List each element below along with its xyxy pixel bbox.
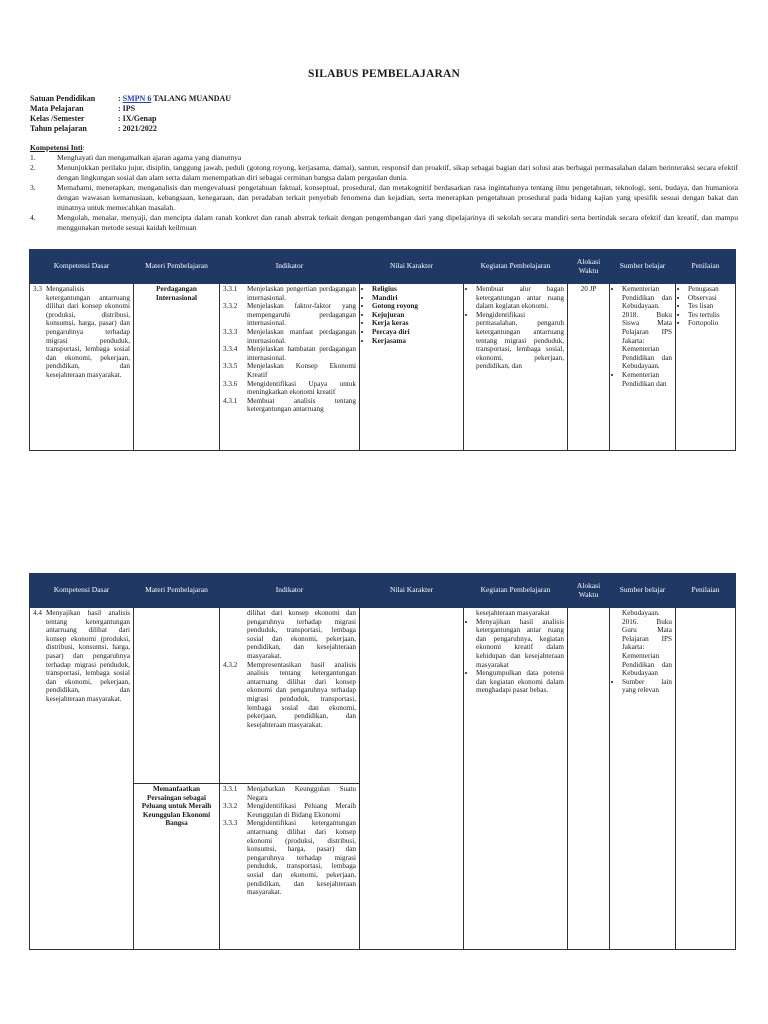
nilai-karakter-item: • Mandiri bbox=[372, 294, 460, 303]
penilaian-item: • Tes lisan bbox=[688, 302, 732, 311]
identity-value-text: 2021/2022 bbox=[122, 124, 157, 133]
kegiatan-item: kesejahteraan masyarakat bbox=[476, 609, 550, 617]
materi-cell bbox=[134, 608, 220, 784]
kompetensi-inti-heading bbox=[30, 143, 738, 153]
kegiatan-item: • Menyajikan hasil analisis ketergantungan antar ruang dan pengaruhnya, kegiatan ekonomi kreatif dalam kehidupan dan kesejahteraan masyarakat bbox=[476, 618, 564, 670]
indikator-text: Menjelaskan pengertian perdagangan internasional. bbox=[247, 285, 356, 302]
header-indikator: Indikator bbox=[220, 250, 360, 284]
indikator-item bbox=[223, 328, 356, 345]
indikator-number: 3.3.1 bbox=[223, 785, 238, 793]
nilai-karakter-item: • Religius bbox=[372, 285, 460, 294]
indikator-number: 3.3.5 bbox=[223, 362, 238, 371]
indikator-number: 3.3.3 bbox=[223, 327, 238, 336]
identity-row bbox=[30, 94, 231, 104]
table-row bbox=[30, 608, 736, 784]
identity-row bbox=[30, 114, 231, 124]
kompetensi-inti-section bbox=[30, 143, 738, 233]
indikator-item bbox=[223, 802, 356, 819]
kd-cell bbox=[30, 608, 134, 950]
identity-value-text: IPS bbox=[122, 104, 136, 113]
nilai-karakter-item: • Kejujuran bbox=[372, 311, 460, 320]
indikator-number: 3.3.2 bbox=[223, 302, 238, 311]
header-sumber: Sumber belajar bbox=[610, 250, 676, 284]
sumber-cell bbox=[610, 284, 676, 451]
indikator-number: 3.3.6 bbox=[223, 379, 238, 388]
indikator-item bbox=[223, 380, 356, 397]
penilaian-item: • Penugasan bbox=[688, 285, 732, 294]
school-link[interactable]: SMPN 6 bbox=[122, 94, 152, 103]
indikator-number: 4.3.2 bbox=[223, 660, 238, 669]
indikator-number: 3.3.3 bbox=[223, 819, 238, 828]
kegiatan-cell bbox=[464, 284, 568, 451]
page-title: SILABUS PEMBELAJARAN bbox=[308, 68, 460, 80]
nilai-karakter-item: • Kerja keras bbox=[372, 319, 460, 328]
table-header-row bbox=[30, 250, 736, 284]
header-materi: Materi Pembelajaran bbox=[134, 250, 220, 284]
header-nilai-karakter: Nilai Karakter bbox=[360, 574, 464, 608]
nilai-karakter-item: • Percaya diri bbox=[372, 328, 460, 337]
alokasi-cell: 20 JP bbox=[568, 284, 610, 451]
indikator-cell bbox=[220, 284, 360, 451]
sumber-item: • Sumber lain yang relevan bbox=[622, 678, 672, 695]
header-nilai-karakter: Nilai Karakter bbox=[360, 250, 464, 284]
identity-value bbox=[118, 94, 231, 104]
kegiatan-cell bbox=[464, 608, 568, 950]
indikator-text: Mengidentifikasi Peluang Meraih Keunggulan di Bidang Ekonomi bbox=[247, 802, 356, 819]
kompetensi-inti-title: Kompetensi Inti bbox=[30, 143, 83, 152]
identity-separator: : bbox=[118, 124, 123, 133]
identity-row bbox=[30, 124, 231, 134]
materi-cell: Perdagangan Internasional bbox=[134, 284, 220, 451]
silabus-table-2 bbox=[29, 573, 736, 950]
ki-number: 4. bbox=[30, 213, 36, 222]
indikator-item bbox=[223, 785, 356, 802]
sumber-item: • Kementerian Pendidikan dan bbox=[622, 371, 672, 388]
header-penilaian: Penilaian bbox=[676, 574, 736, 608]
indikator-cell-2 bbox=[220, 784, 360, 950]
indikator-number: 3.3.1 bbox=[223, 285, 238, 293]
indikator-cell bbox=[220, 608, 360, 784]
kd-number: 4.4 bbox=[33, 609, 42, 617]
penilaian-item: • Tes tertulis bbox=[688, 311, 732, 320]
kd-text: Menganalisis ketergantungan antarruang dilihat dari konsep ekonomi (produksi, distribusi, konsumsi, harga, pasar) dan pengaruhnya terhadap migrasi penduduk, transportasi, lembaga sosial dan ekonomi, pekerjaan, pendidikan, dan kesejahteraan masyarakat. bbox=[46, 285, 130, 379]
indikator-item bbox=[223, 819, 356, 896]
identity-label: Satuan Pendidikan bbox=[30, 94, 96, 103]
indikator-item bbox=[223, 285, 356, 302]
kompetensi-inti-item bbox=[30, 183, 738, 213]
kd-text: Menyajikan hasil analisis tentang ketergantungan antarruang dilihat dari konsep ekonomi (produksi, distribusi, konsumsi, harga, pasar) dan pengaruhnya terhadap migrasi penduduk, transportasi, lembaga sosial dan ekonomi, pekerjaan, pendidikan, dan kesejahteraan masyarakat. bbox=[46, 609, 130, 703]
identity-separator: : bbox=[118, 104, 123, 113]
kd-number: 3.3 bbox=[33, 285, 42, 293]
header-alokasi: Alokasi Waktu bbox=[568, 574, 610, 608]
indikator-text: Mengidentifikasi ketergantungan antarruang dilihat dari konsep ekonomi (produksi, distribusi, konsumsi, harga, pasar) dan pengaruhnya terhadap migrasi penduduk, transportasi, lembaga sosial dan ekonomi, pekerjaan, pendidikan, dan kesejahteraan masyarakat. bbox=[247, 819, 356, 897]
penilaian-cell bbox=[676, 608, 736, 950]
kompetensi-inti-item bbox=[30, 153, 738, 163]
alokasi-cell bbox=[568, 608, 610, 950]
identity-value bbox=[118, 114, 156, 124]
ki-number: 3. bbox=[30, 183, 36, 192]
sumber-cell bbox=[610, 608, 676, 950]
indikator-text: Mengidentifikasi Upaya untuk meningkatkan ekonomi kreatif bbox=[247, 379, 356, 397]
nilai-karakter-item: • Gotong royong bbox=[372, 302, 460, 311]
identity-label: Tahun pelajaran bbox=[30, 124, 87, 133]
ki-text: Menghayati dan mengamalkan ajaran agama yang dianutnya bbox=[57, 153, 242, 162]
ki-number: 1. bbox=[30, 153, 36, 162]
sumber-item: • Kementerian Pendidikan dan Kebudayaan. 2018. Buku Siswa Mata Pelajaran IPS Jakarta: Kementerian Pendidikan dan Kebudayaan. bbox=[622, 285, 672, 371]
indikator-number: 4.3.1 bbox=[223, 396, 238, 405]
identity-label: Mata Pelajaran bbox=[30, 104, 84, 113]
identity-block bbox=[30, 94, 231, 134]
ki-text: Memahami, menerapkan, menganalisis dan mengevaluasi pengetahuan faktual, konseptual, prosedural, dan metakognitif berdasarkan rasa ingintahunya tentang ilmu pengetahuan, teknologi, seni, budaya, dan humaniora dengan wawasan kemanusiaan, kebangsaan, kenegaraan, dan peradaban terkait penyebab fenomena dan kejadian, serta menerapkan pengetahuan prosedural pada bidang kajian yang spesifik sesuai dengan bakat dan minatnya untuk memecahkan masalah. bbox=[57, 183, 738, 212]
ki-text: Menunjukkan perilaku jujur, disiplin, tanggung jawab, peduli (gotong royong, kerjasama, damai), santun, responsif dan proaktif, sikap sebagai bagian dari solusi atas berbagai permasalahan dalam berinteraksi secara efektif dengan lingkungan sosial dan alam serta dalam menempatkan diri sebagai cerminan bangsa dalam pergaulan dunia. bbox=[57, 163, 738, 182]
kompetensi-inti-item bbox=[30, 163, 738, 183]
penilaian-item: • Observasi bbox=[688, 294, 732, 303]
nilai-karakter-item: • Kerjasama bbox=[372, 337, 460, 346]
ki-text: Mengolah, menalar, menyaji, dan mencipta dalam ranah konkret dan ranah abstrak terkait dengan pengembangan dari yang dipelajarinya di sekolah secara mandiri serta bertindak secara efektif dan kreatif, dan mampu menggunakan metode sesuai kaidah keilmuan bbox=[57, 213, 738, 232]
identity-separator: : bbox=[118, 94, 123, 103]
identity-value bbox=[118, 124, 157, 134]
header-sumber: Sumber belajar bbox=[610, 574, 676, 608]
indikator-text: Menjabarkan Keunggulan Suatu Negara bbox=[247, 785, 356, 802]
indikator-item bbox=[223, 397, 356, 414]
header-alokasi: Alokasi Waktu bbox=[568, 250, 610, 284]
indikator-continuation: dilihat dari konsep ekonomi dan pengaruhnya terhadap migrasi penduduk, transportasi, lembaga sosial dan ekonomi, pekerjaan, pendidikan, dan kesejahteraan masyarakat. bbox=[247, 609, 356, 660]
kegiatan-item: • Mengidentifikasi permasalahan, pengaruh ketergantungan antarruang tentang migrasi penduduk, transportasi, lembaga sosial, ekonomi, pekerjaan, pendidikan, dan bbox=[476, 311, 564, 371]
identity-separator: : bbox=[118, 114, 123, 123]
indikator-item bbox=[223, 345, 356, 362]
header-kegiatan: Kegiatan Pembelajaran bbox=[464, 574, 568, 608]
indikator-text: Menjelaskan faktor-faktor yang mempengaruhi perdagangan internasional. bbox=[247, 302, 356, 328]
identity-value-text: IX/Genap bbox=[122, 114, 157, 123]
header-kompetensi-dasar: Kompetensi Dasar bbox=[30, 574, 134, 608]
indikator-item bbox=[223, 302, 356, 328]
indikator-number: 3.3.4 bbox=[223, 345, 238, 354]
header-indikator: Indikator bbox=[220, 574, 360, 608]
kegiatan-item: • Mengumpulkan data potensi dan kegiatan ekonomi dalam menghadapi pasar bebas. bbox=[476, 669, 564, 695]
table-row bbox=[30, 284, 736, 451]
identity-value-text: TALANG MUANDAU bbox=[151, 94, 232, 103]
indikator-number: 3.3.2 bbox=[223, 802, 238, 811]
penilaian-item: • Fortopolio bbox=[688, 319, 732, 328]
kompetensi-inti-colon: : bbox=[82, 143, 85, 152]
nilai-karakter-cell bbox=[360, 284, 464, 451]
indikator-text: Menjelaskan manfaat perdagangan internasional. bbox=[247, 327, 356, 345]
identity-value bbox=[118, 104, 135, 114]
indikator-item bbox=[223, 362, 356, 379]
kd-cell bbox=[30, 284, 134, 451]
kegiatan-item: • Membuat alur bagan ketergantungan antar ruang dalam kegiatan ekonomi. bbox=[476, 285, 564, 311]
kompetensi-inti-list bbox=[30, 153, 738, 233]
nilai-karakter-cell bbox=[360, 608, 464, 950]
indikator-text: Mempresentasikan hasil analisis analisis tentang ketergantungan antarruang dilihat dari konsep ekonomi dan pengaruhnya terhadap migrasi penduduk, transportasi, lembaga sosial dan ekonomi, pekerjaan, pendidikan, dan kesejahteraan masyarakat. bbox=[247, 660, 356, 729]
header-kompetensi-dasar: Kompetensi Dasar bbox=[30, 250, 134, 284]
indikator-text: Menjelaskan hambatan perdagangan internasional. bbox=[247, 345, 356, 362]
silabus-table-1 bbox=[29, 249, 736, 451]
identity-label: Kelas /Semester bbox=[30, 114, 85, 123]
indikator-item bbox=[223, 661, 356, 730]
header-penilaian: Penilaian bbox=[676, 250, 736, 284]
indikator-text: Menjelaskan Konsep Ekonomi Kreatif bbox=[247, 362, 356, 379]
header-kegiatan: Kegiatan Pembelajaran bbox=[464, 250, 568, 284]
penilaian-cell bbox=[676, 284, 736, 451]
kompetensi-inti-item bbox=[30, 213, 738, 233]
materi-cell-2: Memanfaatkan Persaingan sebagai Peluang untuk Meraih Keunggulan Ekonomi Bangsa bbox=[134, 784, 220, 950]
ki-number: 2. bbox=[30, 163, 36, 172]
identity-row bbox=[30, 104, 231, 114]
table-header-row bbox=[30, 574, 736, 608]
sumber-item: Kebudayaan. 2016. Buku Guru Mata Pelajaran IPS Jakarta: Kementerian Pendidikan dan Kebudayaan bbox=[622, 609, 672, 678]
indikator-text: Membuat analisis tentang ketergantungan antarruang bbox=[247, 396, 356, 414]
header-materi: Materi Pembelajaran bbox=[134, 574, 220, 608]
